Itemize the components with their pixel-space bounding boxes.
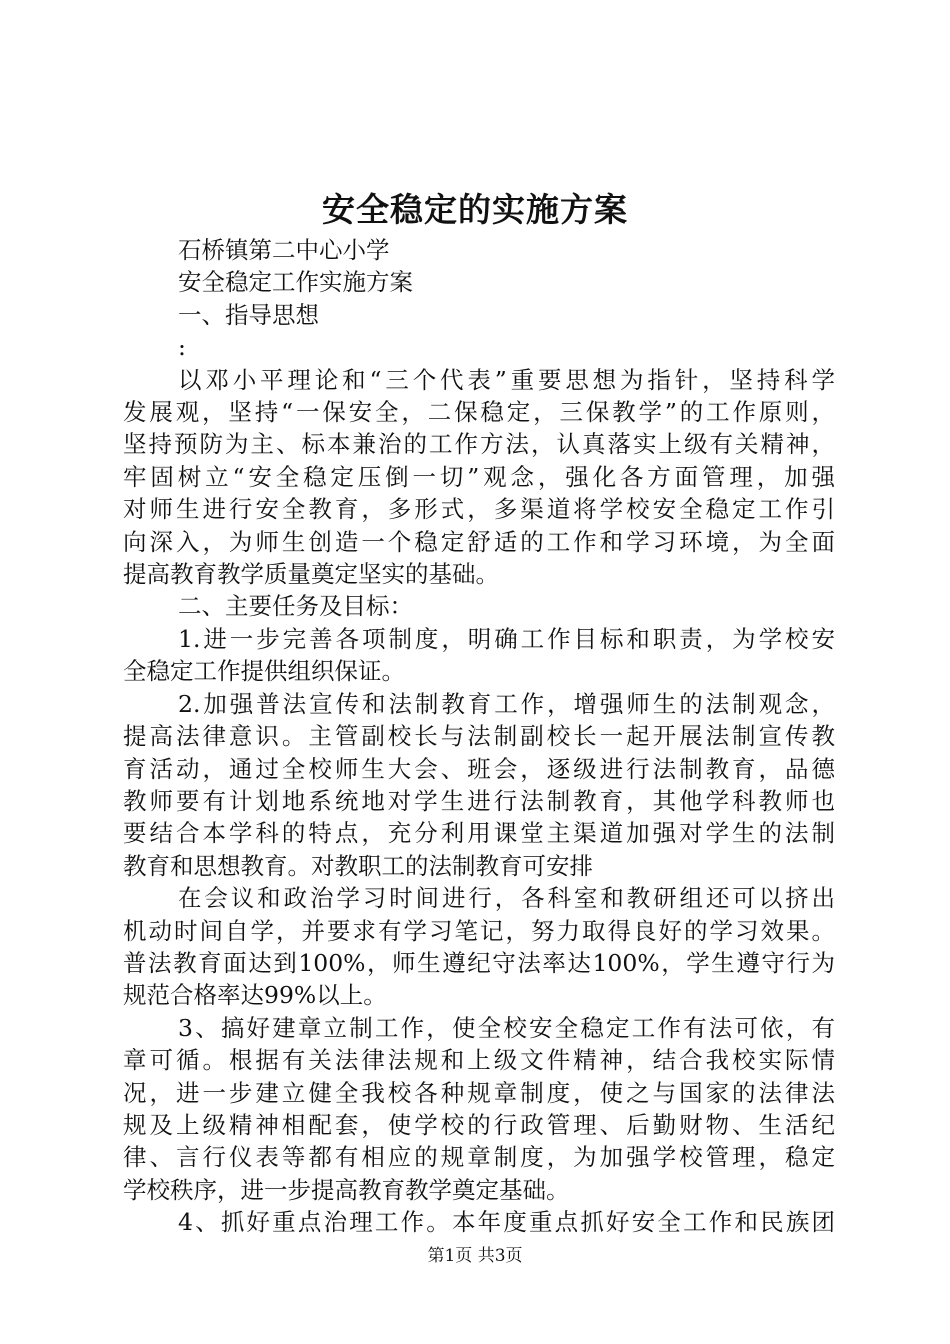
body-text-line: 提高教育教学质量奠定坚实的基础。 <box>123 560 499 589</box>
body-text-line: 律、言行仪表等都有相应的规章制度，为加强学校管理，稳定 <box>123 1143 835 1172</box>
body-text-line: 教师要有计划地系统地对学生进行法制教育，其他学科教师也 <box>123 786 835 815</box>
body-text-line: 4、抓好重点治理工作。本年度重点抓好安全工作和民族团 <box>178 1208 835 1237</box>
body-text-line: 二、主要任务及目标： <box>178 592 413 621</box>
body-text-line: 教育和思想教育。对教职工的法制教育可安排 <box>123 851 593 880</box>
body-text-line: 发展观，坚持“一保安全，二保稳定，三保教学”的工作原则， <box>123 398 835 427</box>
body-text-line: : <box>178 333 186 362</box>
body-text-line: 况，进一步建立健全我校各种规章制度，使之与国家的法律法 <box>123 1078 835 1107</box>
body-text-line: 在会议和政治学习时间进行，各科室和教研组还可以挤出 <box>178 884 835 913</box>
body-text-line: 坚持预防为主、标本兼治的工作方法，认真落实上级有关精神， <box>123 430 835 459</box>
body-text-line: 2.加强普法宣传和法制教育工作，增强师生的法制观念， <box>178 689 835 718</box>
body-text-line: 石桥镇第二中心小学 <box>178 236 390 264</box>
body-text-line: 安全稳定工作实施方案 <box>178 268 413 297</box>
body-text-line: 以邓小平理论和“三个代表”重要思想为指针，坚持科学 <box>178 365 835 394</box>
body-text-line: 普法教育面达到100%，师生遵纪守法率达100%，学生遵守行为 <box>123 948 835 977</box>
body-text-line: 3、搞好建章立制工作，使全校安全稳定工作有法可依，有 <box>178 1013 835 1042</box>
body-text-line: 学校秩序，进一步提高教育教学奠定基础。 <box>123 1175 570 1204</box>
body-text-line: 要结合本学科的特点，充分利用课堂主渠道加强对学生的法制 <box>123 819 835 848</box>
body-text-line: 一、指导思想 <box>178 300 319 329</box>
body-text-line: 提高法律意识。主管副校长与法制副校长一起开展法制宣传教 <box>123 722 835 751</box>
body-text-line: 1.进一步完善各项制度，明确工作目标和职责，为学校安 <box>178 624 835 653</box>
body-text-line: 全稳定工作提供组织保证。 <box>123 657 405 686</box>
body-text-line: 对师生进行安全教育，多形式，多渠道将学校安全稳定工作引 <box>123 495 835 524</box>
document-body <box>123 234 835 1239</box>
page-footer: 第1页 共3页 <box>427 1246 523 1266</box>
body-text-line: 向深入，为师生创造一个稳定舒适的工作和学习环境，为全面 <box>123 527 835 556</box>
document-title: 安全稳定的实施方案 <box>322 190 628 229</box>
body-text-line: 章可循。根据有关法律法规和上级文件精神，结合我校实际情 <box>123 1046 835 1075</box>
body-text-line: 规及上级精神相配套，使学校的行政管理、后勤财物、生活纪 <box>123 1110 835 1139</box>
body-text-line: 牢固树立“安全稳定压倒一切”观念，强化各方面管理，加强 <box>123 462 835 491</box>
body-text-line: 机动时间自学，并要求有学习笔记，努力取得良好的学习效果。 <box>123 916 835 945</box>
body-text-line: 规范合格率达99%以上。 <box>123 981 387 1010</box>
body-text-line: 育活动，通过全校师生大会、班会，逐级进行法制教育，品德 <box>123 754 835 783</box>
